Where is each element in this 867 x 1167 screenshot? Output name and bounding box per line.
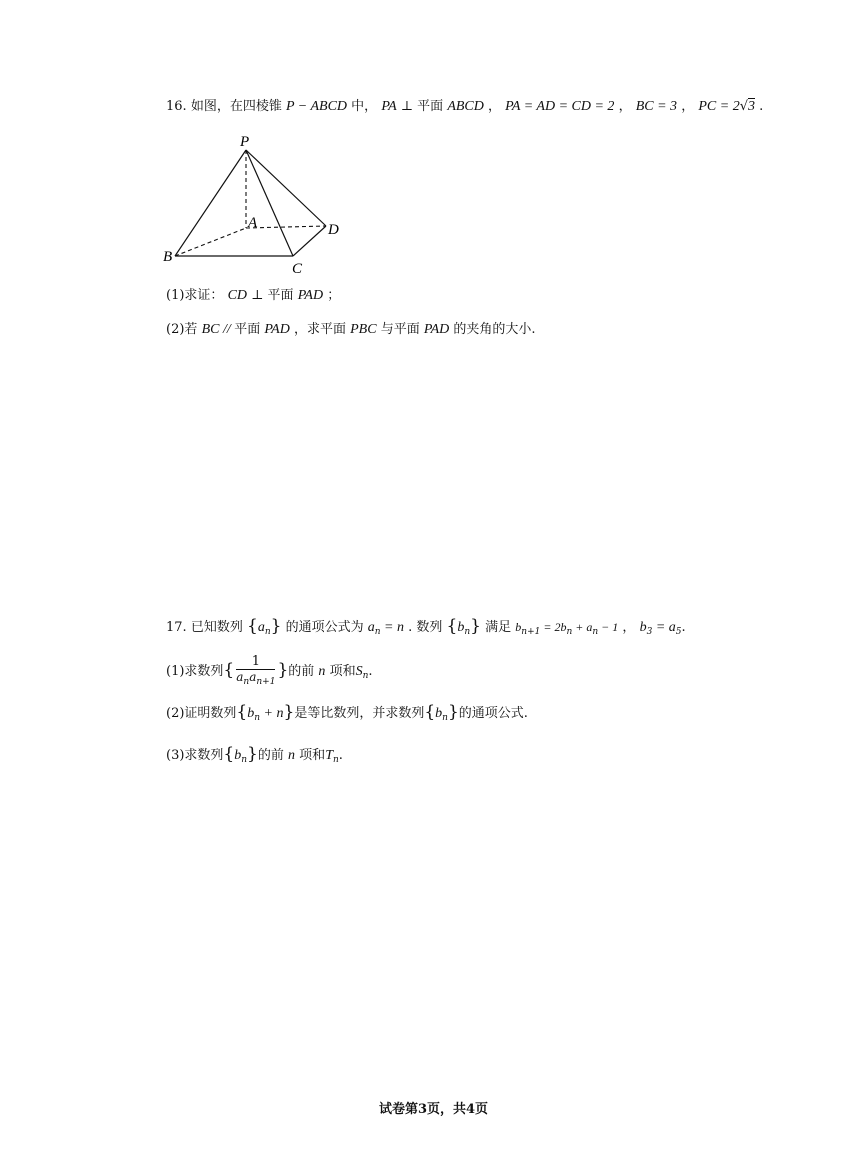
var-n: n	[288, 748, 296, 763]
subscript: n	[592, 627, 599, 637]
period: .	[681, 620, 686, 635]
part2-end: 的通项公式.	[458, 706, 528, 721]
equation-b3: = a	[652, 620, 676, 635]
edge-ab-hidden	[175, 228, 246, 256]
seq-a: a	[367, 620, 375, 635]
edge-cd	[293, 226, 326, 256]
seq-b: b	[247, 706, 255, 721]
edge-ad-hidden	[246, 226, 326, 228]
part3-text: 的前	[257, 748, 284, 763]
q17-text: . 数列	[408, 620, 443, 635]
q17-text: 满足	[485, 620, 512, 635]
part1-prefix: (1)求数列	[166, 664, 224, 679]
plane-pad: PAD	[423, 322, 450, 337]
part2-prefix: (2)证明数列	[166, 706, 237, 721]
seq-b: b	[639, 620, 647, 635]
part3-prefix: (3)求数列	[166, 748, 224, 763]
q16-part2	[166, 320, 536, 340]
sum-s: S	[355, 664, 363, 679]
part3-text: 项和	[299, 748, 326, 763]
part2-text: 是等比数列，并求数列	[294, 706, 425, 721]
seq-b: b	[435, 706, 443, 721]
equation-pc: PC = 2	[698, 99, 740, 114]
part1-prefix: (1)求证：	[166, 288, 224, 303]
part2-end: 的夹角的大小.	[453, 322, 536, 337]
q16-number: 16.	[166, 99, 187, 114]
q17-number: 17.	[166, 620, 187, 635]
seq-a: a	[257, 620, 265, 635]
subscript: n	[362, 671, 369, 681]
fraction-denominator: $a_na_{n+1}$	[236, 669, 276, 687]
subscript: 3	[646, 627, 653, 637]
plane-pad: PAD	[297, 288, 324, 303]
edge-pb	[175, 150, 246, 256]
subscript: n	[332, 755, 339, 765]
label-c: C	[292, 261, 303, 277]
edge-pd	[246, 150, 326, 226]
plane-word: 平面	[234, 322, 261, 337]
period: .	[759, 99, 764, 114]
sum-t: T	[325, 748, 333, 763]
semicolon: ；	[327, 288, 341, 303]
subscript: n	[464, 627, 471, 637]
q16-statement: 16. 如图，在四棱锥 P − ABCD 中， PA ⊥ 平面 ABCD ， PA = AD = CD = 2 ， BC = 3 ， PC = 2√3 .	[166, 99, 764, 114]
q17-text: 的通项公式为	[285, 620, 364, 635]
period: .	[338, 748, 343, 763]
seq-b: b	[234, 748, 242, 763]
q16-part1	[166, 286, 340, 306]
comma: ，	[681, 99, 695, 114]
comma: ，	[618, 99, 632, 114]
label-d: D	[328, 222, 339, 238]
part2-text: 与平面	[380, 322, 420, 337]
subscript: n	[374, 627, 381, 637]
q17-text: 已知数列	[190, 620, 243, 635]
recurrence: b	[515, 620, 522, 634]
edge-pc	[246, 150, 293, 256]
q17-part2: (2)证明数列$\{b_n + n\}$是等比数列，并求数列$\{b_n\}$的通项公式.	[166, 702, 528, 723]
equation-an: = n	[380, 620, 404, 635]
q17-part3: (3)求数列$\{b_n\}$的前 n 项和$T_n$.	[166, 744, 343, 765]
recurrence: = 2b	[540, 620, 567, 634]
subscript: n+1	[521, 627, 541, 637]
segment-pa: PA	[381, 99, 397, 114]
plane-pad: PAD	[264, 322, 290, 337]
subscript: n	[254, 713, 261, 723]
period: .	[368, 664, 373, 679]
pyramid-name: P − ABCD	[285, 99, 348, 114]
recurrence: + a	[572, 620, 593, 634]
subscript: n	[442, 713, 448, 723]
label-a: A	[248, 215, 258, 231]
q16-text: 中，	[351, 99, 378, 114]
recurrence: − 1	[598, 620, 619, 634]
q16-intro: 如图，在四棱锥	[190, 99, 282, 114]
plus-n: + n	[260, 706, 284, 721]
seq-b: b	[457, 620, 465, 635]
comma: ，	[622, 620, 636, 635]
pyramid-figure	[160, 130, 360, 280]
subscript: 5	[675, 627, 682, 637]
page-footer: 试卷第3页，共4页	[378, 1102, 489, 1117]
equation-lengths: PA = AD = CD = 2	[505, 99, 615, 114]
part2-text: ，求平面	[293, 322, 346, 337]
part2-prefix: (2)若	[166, 322, 198, 337]
plane-pbc: PBC	[350, 322, 377, 337]
subscript: n	[264, 627, 271, 637]
perp-symbol: ⊥	[251, 288, 264, 303]
sqrt-radicand: 3	[748, 99, 755, 114]
subscript: n	[241, 755, 248, 765]
part1-text: 的前	[288, 664, 315, 679]
var-n: n	[318, 664, 326, 679]
plane-word: 平面	[267, 288, 294, 303]
q17-part1: (1)求数列{ $\frac{1}{a_na_{n+1}}$ }的前 n 项和$S_n$.	[166, 652, 373, 694]
fraction	[236, 654, 275, 690]
comma: ，	[488, 99, 502, 114]
label-b: B	[163, 249, 173, 265]
equation-bc: BC = 3	[635, 99, 678, 114]
parallel-symbol: //	[219, 322, 235, 337]
perp-symbol: ⊥	[400, 99, 414, 114]
label-p: P	[240, 134, 250, 150]
part1-text: 项和	[329, 664, 356, 679]
plane-word: 平面	[417, 99, 444, 114]
segment-bc: BC	[201, 322, 220, 337]
plane-abcd: ABCD	[447, 99, 484, 114]
fraction-numerator: 1	[236, 654, 275, 670]
segment-cd: CD	[227, 288, 248, 303]
subscript: n	[566, 627, 573, 637]
q17-statement: 17. 已知数列 $\{a_n\}$ 的通项公式为 $a_n = n$ . 数列 $\{b_n\}$ 满足 $b_{n+1} = 2b_n + a_n - 1$ ， $b_3 = a_5$.	[166, 616, 686, 637]
